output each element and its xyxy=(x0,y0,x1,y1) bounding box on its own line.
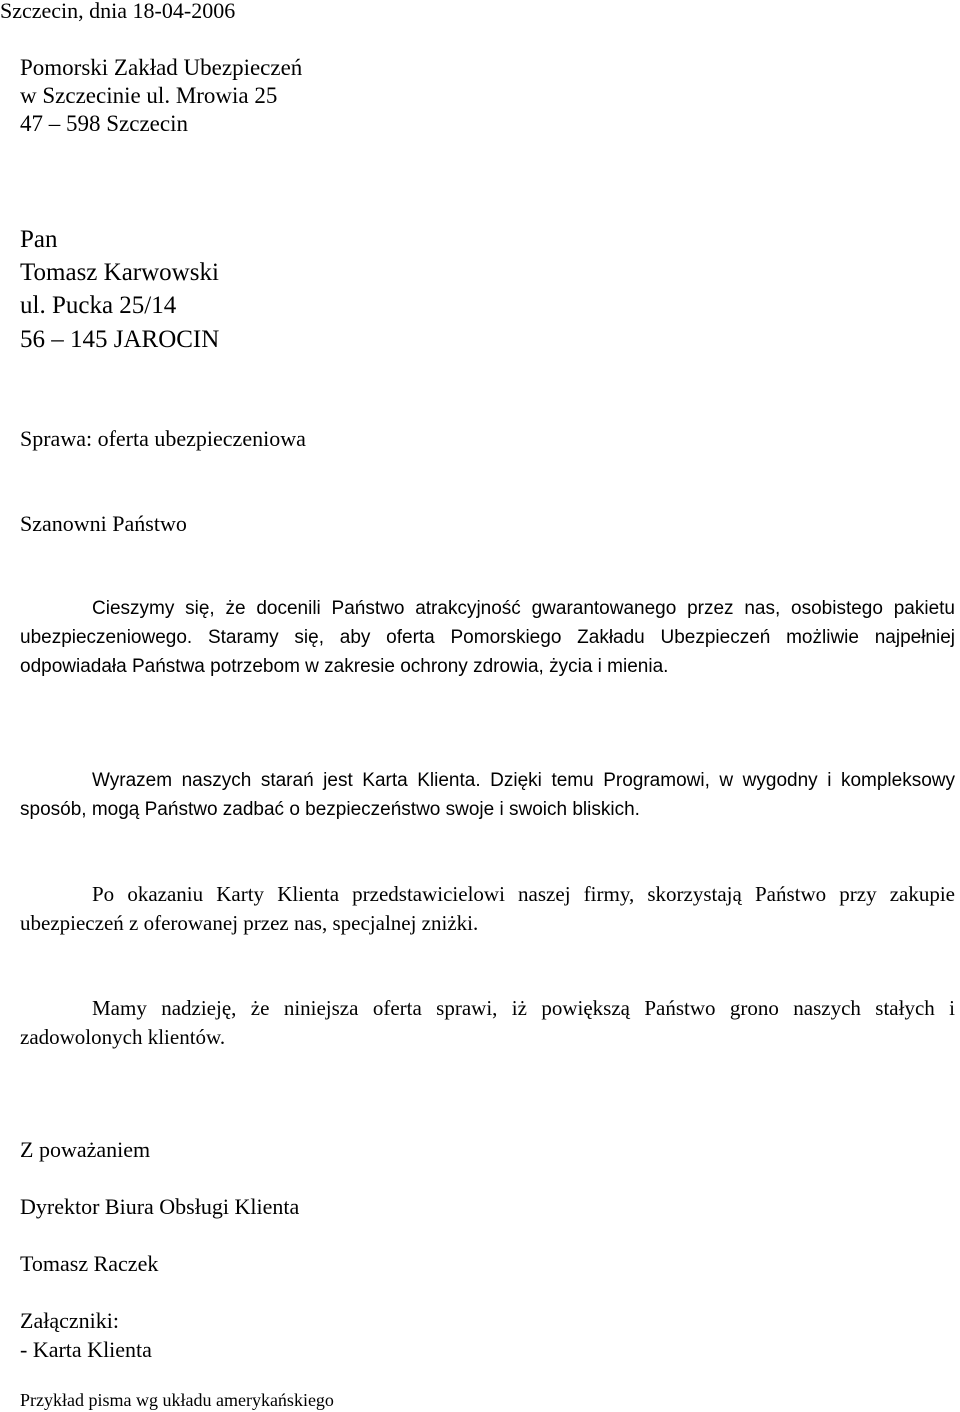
signer-position: Dyrektor Biura Obsługi Klienta xyxy=(20,1194,300,1219)
body-paragraph-4: Mamy nadzieję, że niniejsza oferta sprawi, iż powiększą Państwo grono naszych stałych i zadowolonych klientów. xyxy=(20,996,955,1049)
body-paragraph-3: Po okazaniu Karty Klienta przedstawicielowi naszej firmy, skorzystają Państwo przy zakupie ubezpieczeń z oferowanej przez nas, specjalnej zniżki. xyxy=(20,882,955,935)
body-paragraph-1: Cieszymy się, że docenili Państwo atrakcyjność gwarantowanego przez nas, osobistego pakietu ubezpieczeniowego. Staramy się, aby oferta Pomorskiego Zakładu Ubezpieczeń możliwie najpełniej odpowiadała Państwa potrzebom w zakresie ochrony zdrowia, życia i mienia. xyxy=(20,598,955,677)
date-line: Szczecin, dnia 18-04-2006 xyxy=(0,0,236,23)
attachment-item: - Karta Klienta xyxy=(20,1337,152,1362)
recipient-street: ul. Pucka 25/14 xyxy=(20,292,177,319)
salutation: Szanowni Państwo xyxy=(20,511,187,536)
attachments-label: Załączniki: xyxy=(20,1308,119,1333)
recipient-title: Pan xyxy=(20,226,58,253)
signer-name: Tomasz Raczek xyxy=(20,1251,159,1276)
recipient-city: 56 – 145 JAROCIN xyxy=(20,326,220,353)
subject-line: Sprawa: oferta ubezpieczeniowa xyxy=(20,426,306,451)
footer-note: Przykład pisma wg układu amerykańskiego xyxy=(20,1390,334,1410)
body-paragraph-2: Wyrazem naszych starań jest Karta Klienta. Dzięki temu Programowi, w wygodny i kompleksowy sposób, mogą Państwo zadbać o bezpieczeństwo swoje i swoich bliskich. xyxy=(20,770,955,820)
sender-line-2: w Szczecinie ul. Mrowia 25 xyxy=(20,83,278,108)
recipient-name: Tomasz Karwowski xyxy=(20,259,219,286)
sender-line-1: Pomorski Zakład Ubezpieczeń xyxy=(20,55,303,80)
sender-line-3: 47 – 598 Szczecin xyxy=(20,111,188,136)
closing: Z poważaniem xyxy=(20,1137,151,1162)
